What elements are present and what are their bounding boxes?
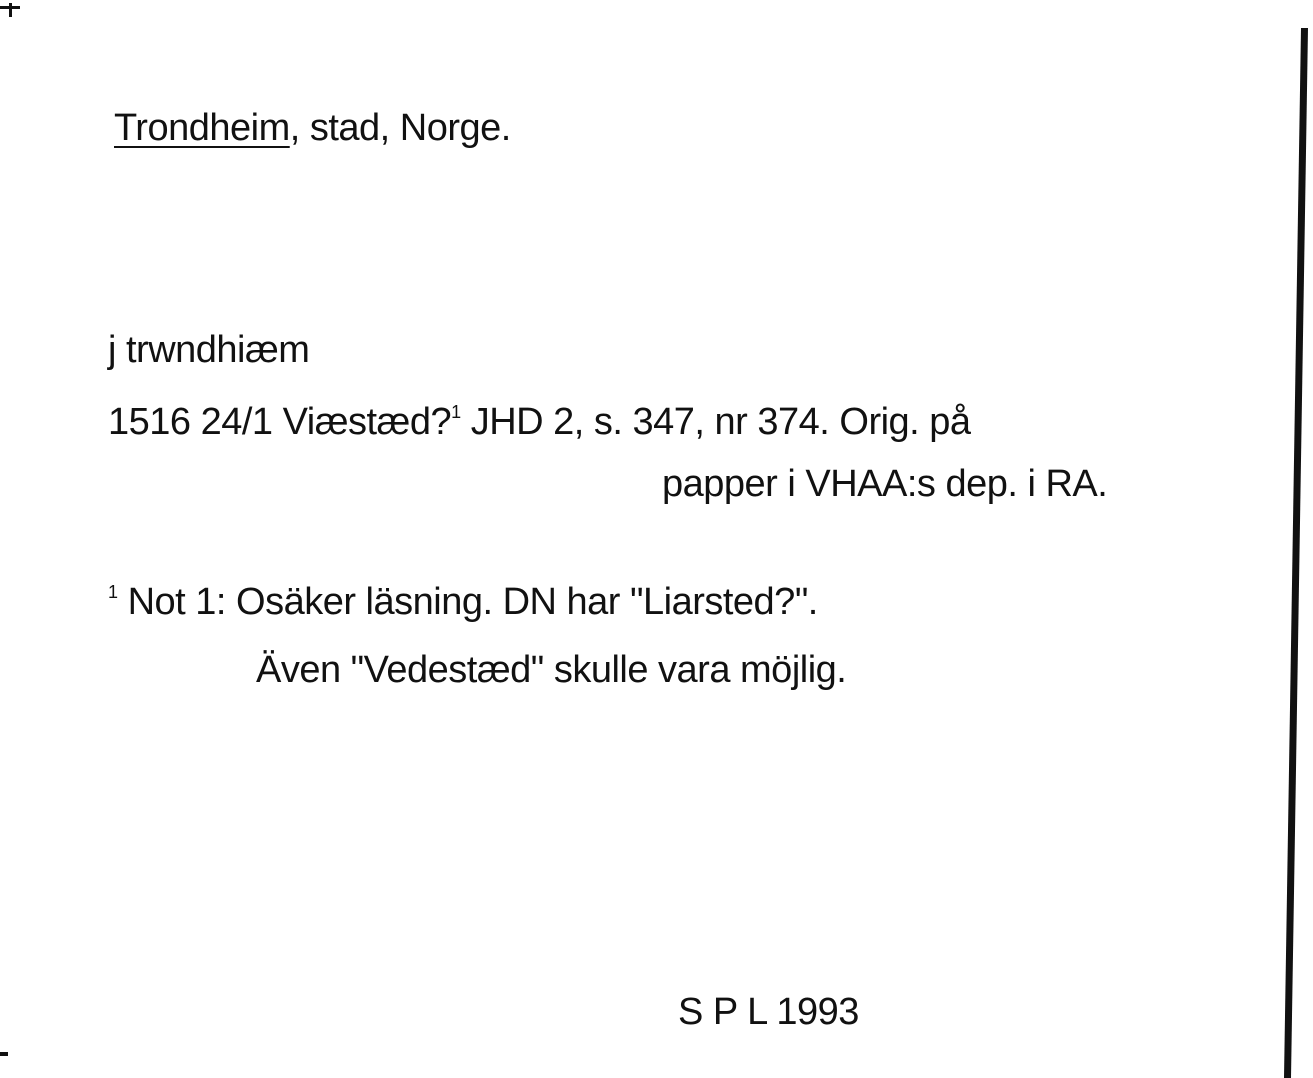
footnote-mark: 1 (451, 402, 461, 422)
place-name: Trondheim (114, 107, 290, 149)
entry-source: JHD 2, s. 347, nr 374. Orig. på (460, 401, 971, 443)
entry-line-1 (108, 400, 971, 444)
entry-date-place: 1516 24/1 Viæstæd? (108, 401, 452, 443)
edge-tick-icon (0, 1052, 8, 1056)
place-description: , stad, Norge. (289, 107, 511, 149)
card-edge-line (1283, 28, 1309, 1078)
card-heading (114, 106, 511, 150)
attested-form: j trwndhiæm (108, 329, 310, 371)
note-line-2: Även "Vedestæd" skulle vara möjlig. (256, 649, 847, 691)
corner-mark-icon (0, 0, 22, 22)
signature: S P L 1993 (678, 991, 859, 1033)
entry-line-2: papper i VHAA:s dep. i RA. (662, 463, 1108, 505)
note-line-1 (108, 580, 818, 624)
note-text-1: Not 1: Osäker läsning. DN har "Liarsted?". (117, 581, 818, 623)
note-mark: 1 (108, 582, 118, 602)
